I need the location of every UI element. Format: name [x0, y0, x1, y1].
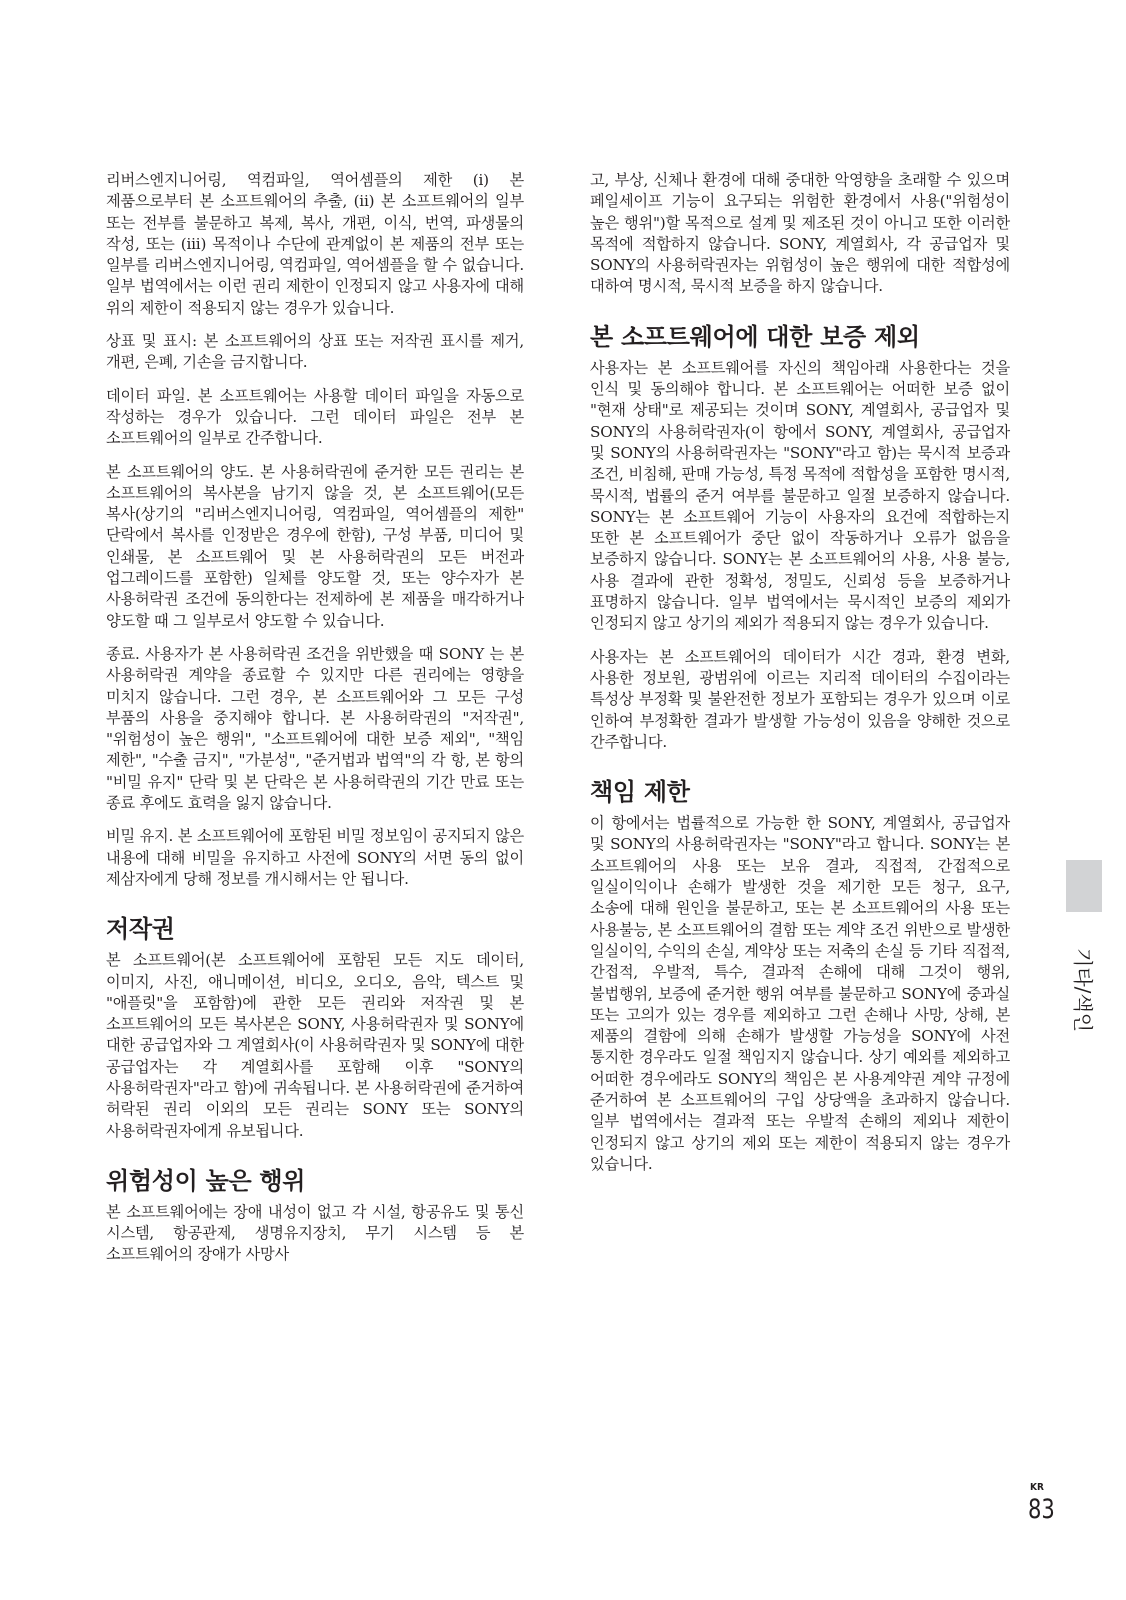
high-risk-paragraph: 본 소프트웨어에는 장애 내성이 없고 각 시설, 항공유도 및 통신 시스템, 항공관제, 생명유지장치, 무기 시스템 등 본 소프트웨어의 장애가 사망사 [106, 1202, 524, 1264]
transfer-paragraph: 본 소프트웨어의 양도. 본 사용허락권에 준거한 모든 권리는 본 소프트웨어의 복사본을 남기지 않을 것, 본 소프트웨어(모든 복사(상기의 "리버스엔지니어링, 역컴파일, 역어셈플의 제한" 단락에서 복사를 인정받은 경우에 한함), 구성 부품, 미디어 및 인쇄물, 본 소프트웨어 및 본 사용허락권의 모든 버전과 업그레이드를 포함한) 일체를 양도할 것, 또는 양수자가 본 사용허락권 조건에 동의한다는 전제하에 본 제품을 매각하거나 양도할 때 그 일부로서 양도할 수 있습니다. [106, 462, 524, 630]
termination-paragraph: 종료. 사용자가 본 사용허락권 조건을 위반했을 때 SONY 는 본 사용허락권 계약을 종료할 수 있지만 다른 권리에는 영향을 미치지 않습니다. 그런 경우, 본 소프트웨어와 그 모든 구성 부품의 사용을 중지해야 합니다. 본 사용허락권의 "저작권", "위험성이 높은 행위", "소프트웨어에 대한 보증 제외", "책임 제한", "수출 금지", "가분성", "준거법과 법역"의 각 항, 본 항의 "비밀 유지" 단락 및 본 단락은 본 사용허락권의 기간 만료 또는 종료 후에도 효력을 잃지 않습니다. [106, 644, 524, 813]
high-risk-heading: 위험성이 높은 행위 [106, 1166, 306, 1195]
reverse-engineering-paragraph: 리버스엔지니어링, 역컴파일, 역어셈플의 제한 (i) 본 제품으로부터 본 소프트웨어의 추출, (ii) 본 소프트웨어의 일부 또는 전부를 불문하고 복제, 복사, 개편, 이식, 번역, 파생물의 작성, 또는 (iii) 목적이나 수단에 관계없이 본 제품의 전부 또는 일부를 리버스엔지니어링, 역컴파일, 역어셈플을 할 수 없습니다. 일부 법역에서는 이런 권리 제한이 인정되지 않고 사용자에 대해 위의 제한이 적용되지 않는 경우가 있습니다. [106, 171, 524, 317]
liability-limit-paragraph: 이 항에서는 법률적으로 가능한 한 SONY, 계열회사, 공급업자 및 SONY의 사용허락권자는 "SONY"라고 합니다. SONY는 본 소프트웨어의 사용 또는 보유 결과, 직접적, 간접적으로 일실이익이나 손해가 발생한 것을 제기한 모든 청구, 요구, 소송에 대해 원인을 불문하고, 또는 본 소프트웨어의 사용 또는 사용불능, 본 소프트웨어의 결함 또는 계약 조건 위반으로 발생한 일실이익, 수익의 손실, 계약상 또는 저축의 손실 등 기타 직접적, 간접적, 우발적, 특수, 결과적 손해에 대해 그것이 행위, 불법행위, 보증에 준거한 행위 여부를 불문하고 SONY에 중과실 또는 고의가 있는 경우를 제외하고 그런 손해나 사망, 상해, 본 제품의 결함에 의해 손해가 발생할 가능성을 SONY에 사전 통지한 경우라도 일절 책임지지 않습니다. 상기 예외를 제외하고 어떠한 경우에라도 SONY의 책임은 본 사용계약권 계약 규정에 준거하여 본 소프트웨어의 구입 상당액을 초과하지 않습니다. 일부 법역에서는 결과적 또는 우발적 손해의 제외나 제한이 인정되지 않고 상기의 제외 또는 제한이 적용되지 않는 경우가 있습니다. [590, 814, 1010, 1173]
warranty-disclaimer-paragraph: 사용자는 본 소프트웨어를 자신의 책임아래 사용한다는 것을 인식 및 동의해야 합니다. 본 소프트웨어는 어떠한 보증 없이 "현재 상태"로 제공되는 것이며 SONY, 계열회사, 공급업자 및 SONY의 사용허락권자(이 항에서 SONY, 계열회사, 공급업자 및 SONY의 사용허락권자는 "SONY"라고 함)는 묵시적 보증과 조건, 비침해, 판매 가능성, 특정 목적에 적합성을 포함한 명시적, 묵시적, 법률의 준거 여부를 불문하고 일절 보증하지 않습니다. SONY는 본 소프트웨어 기능이 사용자의 요건에 적합하는지 또한 본 소프트웨어가 중단 없이 작동하거나 오류가 없음을 보증하지 않습니다. SONY는 본 소프트웨어의 사용, 사용 불능, 사용 결과에 관한 정확성, 정밀도, 신뢰성 등을 보증하거나 표명하지 않습니다. 일부 법역에서는 묵시적인 보증의 제외가 인정되지 않고 상기의 제외가 적용되지 않는 경우가 있습니다. [590, 358, 1010, 633]
trademark-paragraph: 상표 및 표시: 본 소프트웨어의 상표 또는 저작권 표시를 제거, 개편, 은폐, 기손을 금지합니다. [106, 332, 524, 372]
high-risk-continued-paragraph: 고, 부상, 신체나 환경에 대해 중대한 악영향을 초래할 수 있으며 페일세이프 기능이 요구되는 위험한 환경에서 사용("위험성이 높은 행위")할 목적으로 설계 및 제조된 것이 아니고 또한 이러한 목적에 적합하지 않습니다. SONY, 계열회사, 각 공급업자 및 SONY의 사용허락권자는 위험성이 높은 행위에 대한 적합성에 대하여 명시적, 묵시적 보증을 하지 않습니다. [590, 171, 1010, 296]
warranty-disclaimer-heading: 본 소프트웨어에 대한 보증 제외 [590, 322, 920, 351]
data-file-paragraph: 데이터 파일. 본 소프트웨어는 사용할 데이터 파일을 자동으로 작성하는 경우가 있습니다. 그런 데이터 파일은 전부 본 소프트웨어의 일부로 간주합니다. [106, 386, 524, 448]
data-accuracy-paragraph: 사용자는 본 소프트웨어의 데이터가 시간 경과, 환경 변화, 사용한 정보원, 광범위에 이르는 지리적 데이터의 수집이라는 특성상 부정확 및 불완전한 정보가 포함되는 경우가 있으며 이로 인하여 부정확한 결과가 발생할 가능성이 있음을 양해한 것으로 간주합니다. [590, 647, 1010, 751]
confidentiality-paragraph: 비밀 유지. 본 소프트웨어에 포함된 비밀 정보임이 공지되지 않은 내용에 대해 비밀을 유지하고 사전에 SONY의 서면 동의 없이 제삼자에게 당해 정보를 개시해서는 안 됩니다. [106, 827, 524, 888]
right-column [590, 170, 1010, 1187]
section-side-label: 기타/색인 [1071, 948, 1095, 1033]
liability-limit-heading: 책임 제한 [590, 778, 690, 807]
page-number: 83 [1028, 1494, 1055, 1525]
left-column [106, 170, 524, 1278]
page-language-code: KR [1030, 1482, 1044, 1493]
copyright-paragraph: 본 소프트웨어(본 소프트웨어에 포함된 모든 지도 데이터, 이미지, 사진, 애니메이션, 비디오, 오디오, 음악, 텍스트 및 "애플릿"을 포함함)에 관한 모든 권리와 저작권 및 본 소프트웨어의 모든 복사본은 SONY, 사용허락권자 및 SONY에 대한 공급업자와 그 계열회사(이 사용허락권자 및 SONY에 대한 공급업자는 각 계열회사를 포함해 이후 "SONY의 사용허락권자"라고 함)에 귀속됩니다. 본 사용허락권에 준거하여 허락된 권리 이외의 모든 권리는 SONY 또는 SONY의 사용허락권자에게 유보됩니다. [106, 951, 524, 1140]
copyright-heading: 저작권 [106, 915, 175, 944]
section-tab-marker [1066, 860, 1102, 912]
